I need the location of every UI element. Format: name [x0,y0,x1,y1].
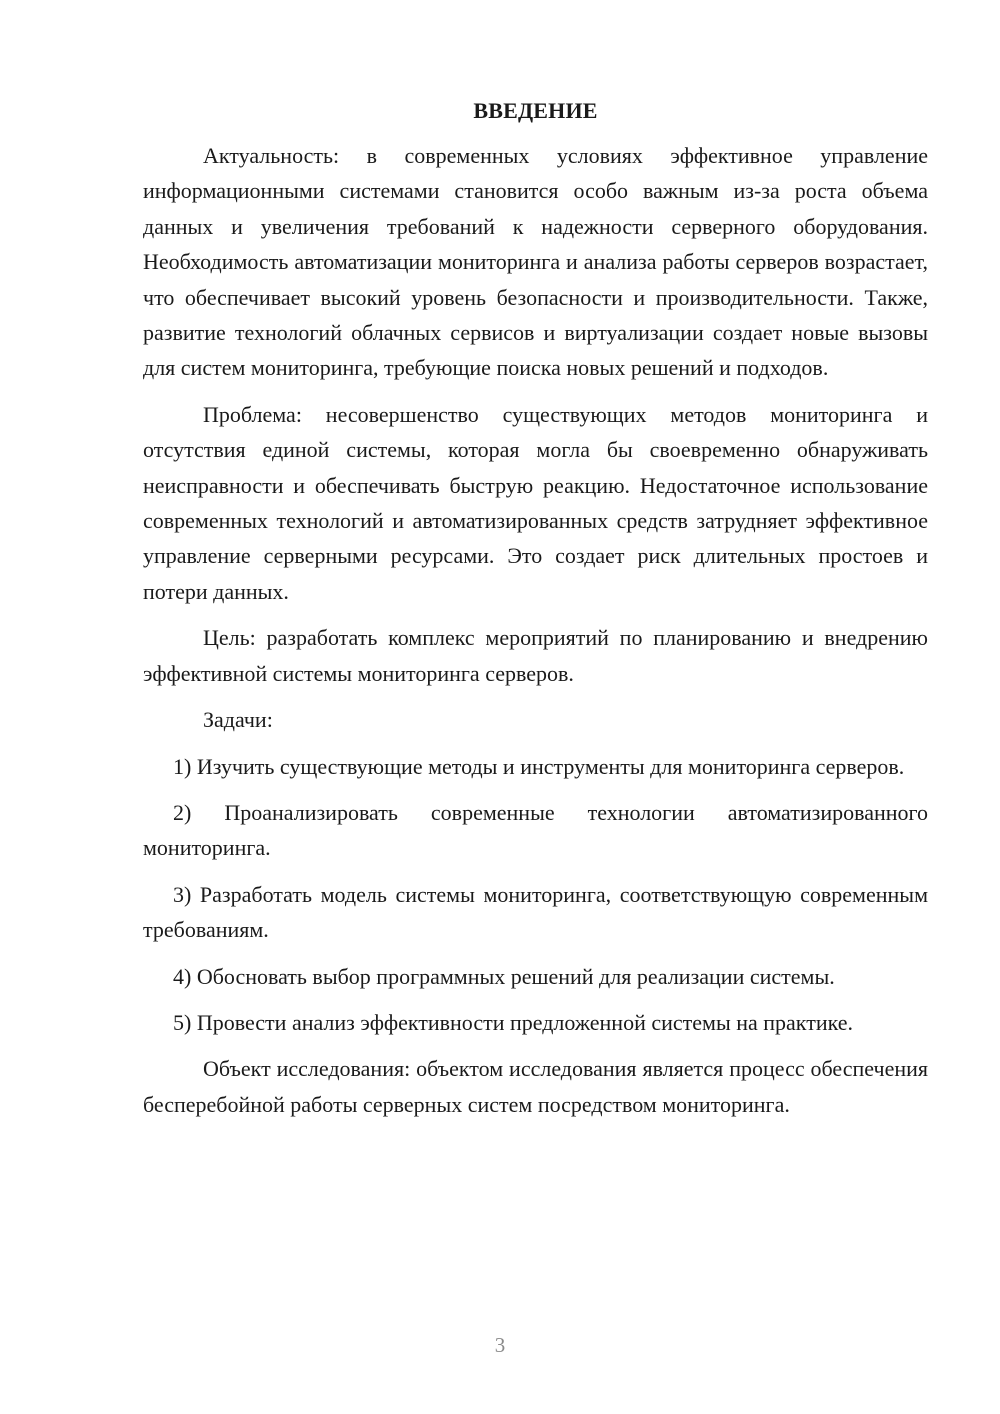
task-item-5: 5) Провести анализ эффективности предложенной системы на практике. [173,1009,854,1035]
page-number: 3 [494,1333,506,1357]
task-item-1: 1) Изучить существующие методы и инструменты для мониторинга серверов. [173,753,905,779]
task-item-3: 3) Разработать модель системы мониторинга, соответствующую современным требованиям. [143,881,928,943]
paragraph-object: Объект исследования: объектом исследования является процесс обеспечения бесперебойной работы серверных систем посредством мониторинга. [143,1056,928,1117]
document-page [143,96,928,1133]
section-heading: ВВЕДЕНИЕ [473,98,598,123]
paragraph-problem: Проблема: несовершенство существующих методов мониторинга и отсутствия единой системы, которая могла бы своевременно обнаруживать неисправности и обеспечивать быструю реакцию. Недостаточное использование современных технологий и автоматизированных средств затрудняет эффективное управление серверными ресурсами. Это создает риск длительных простоев и потери данных. [143,401,928,604]
task-item-4: 4) Обосновать выбор программных решений для реализации системы. [173,963,835,989]
task-item-2: 2) Проанализировать современные технологии автоматизированного мониторинга. [143,799,928,861]
paragraph-relevance: Актуальность: в современных условиях эффективное управление информационными системами становится особо важным из-за роста объема данных и увеличения требований к надежности серверного оборудования. Необходимость автоматизации мониторинга и анализа работы серверов возрастает, что обеспечивает высокий уровень безопасности и производительности. Также, развитие технологий облачных сервисов и виртуализации создает новые вызовы для систем мониторинга, требующие поиска новых решений и подходов. [143,143,928,381]
tasks-label: Задачи: [203,707,273,733]
paragraph-goal: Цель: разработать комплекс мероприятий по планированию и внедрению эффективной системы мониторинга серверов. [143,625,928,686]
